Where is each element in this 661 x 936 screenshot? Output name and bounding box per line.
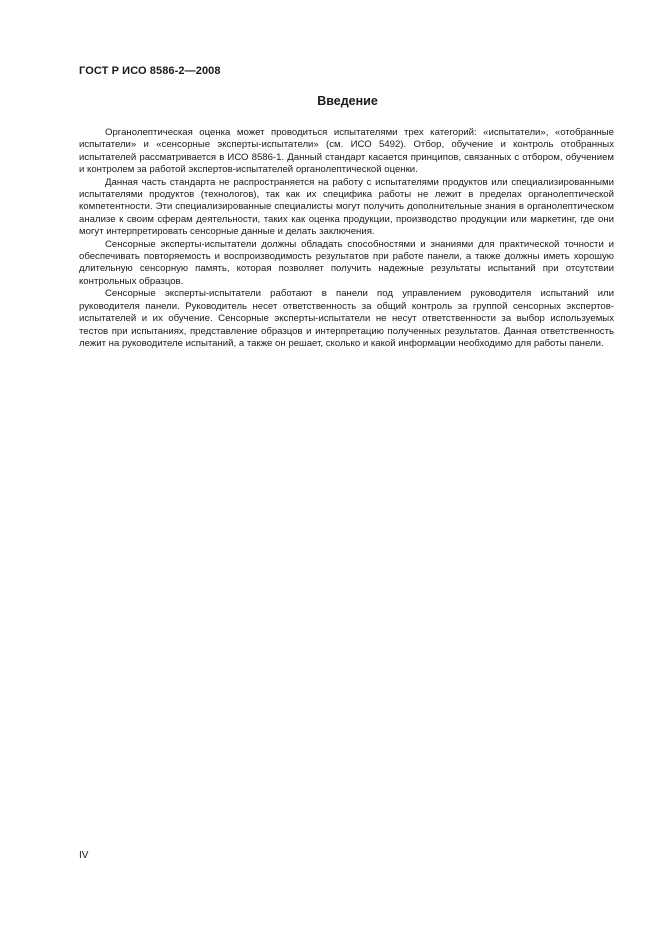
paragraph-categories: Органолептическая оценка может проводиться испытателями трех категорий: «испытатели», «отобранные испытатели» и «сенсорные эксперты-испытатели» (см. ИСО 5492). Отбор, обучение и контроль отобранных испытателей рассматривается в ИСО 8586-1. Данный стандарт касается принципов, связанных с отбором, обучением и контролем за работой экспертов-испытателей органолептической оценки. (79, 127, 614, 176)
section-title-text: Введение (317, 94, 378, 108)
paragraph-scope: Данная часть стандарта не распространяется на работу с испытателями продуктов или специализированными испытателями продуктов (технологов), так как их специфика работы не лежит в пределах органолептической компетентности. Эти специализированные специалисты могут получить дополнительные знания в органолептическом анализе к своим сферам деятельности, таких как оценка продукции, производство продукции или маркетинг, где они могут интерпретировать сенсорные данные и делать заключения. (79, 176, 614, 238)
document-standard-code: ГОСТ Р ИСО 8586-2—2008 (79, 65, 221, 77)
page-number: IV (79, 850, 89, 861)
document-body (79, 127, 614, 350)
paragraph-panel-leader: Сенсорные эксперты-испытатели работают в панели под управлением руководителя испытаний или руководителя панели. Руководитель несет ответственность за общий контроль за группой сенсорных экспертов-испытателей и их обучение. Сенсорные эксперты-испытатели не несут ответственности за выбор используемых тестов при испытаниях, представление образцов и интерпретацию полученных результатов. Данная ответственность лежит на руководителе испытаний, а также он решает, сколько и какой информации необходимо для работы панели. (79, 288, 614, 349)
section-title (79, 94, 614, 108)
paragraph-expert-abilities: Сенсорные эксперты-испытатели должны обладать способностями и знаниями для практической точности и обеспечивать повторяемость и воспроизводимость результатов при работе панели, а также должны иметь хорошую длительную сенсорную память, которая позволяет получить надежные результаты испытаний при отсутствии контрольных образцов. (79, 238, 614, 287)
